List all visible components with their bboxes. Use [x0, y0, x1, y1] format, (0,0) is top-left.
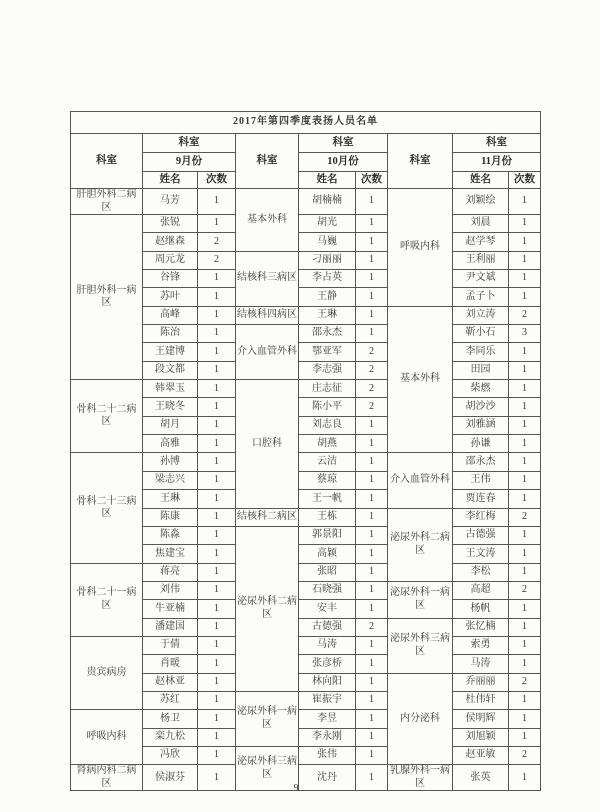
header-count-sep: 次数: [198, 172, 236, 189]
count-cell: 2: [509, 508, 541, 526]
name-cell: 张彦桥: [299, 655, 356, 673]
count-cell: 1: [198, 508, 236, 526]
name-cell: 古德强: [299, 618, 356, 636]
count-cell: 1: [198, 416, 236, 434]
name-cell: 刘立涛: [453, 306, 509, 324]
count-cell: 1: [356, 325, 388, 343]
count-cell: 1: [356, 215, 388, 233]
count-cell: 1: [509, 435, 541, 453]
name-cell: 高雅: [143, 435, 198, 453]
count-cell: 1: [356, 453, 388, 471]
count-cell: 1: [356, 189, 388, 215]
name-cell: 栾九松: [143, 728, 198, 746]
name-cell: 侯淑芬: [143, 765, 198, 791]
name-cell: 胡沙沙: [453, 398, 509, 416]
count-cell: 1: [356, 471, 388, 489]
name-cell: 蔡琼: [299, 471, 356, 489]
name-cell: 索勇: [453, 636, 509, 654]
header-month-sep: 9月份: [143, 153, 236, 172]
count-cell: 1: [509, 526, 541, 544]
dept-cell: 呼吸内科: [388, 189, 453, 307]
name-cell: 梁志兴: [143, 471, 198, 489]
count-cell: 1: [198, 435, 236, 453]
count-cell: 1: [198, 471, 236, 489]
name-cell: 陈治: [143, 325, 198, 343]
name-cell: 孙博: [143, 453, 198, 471]
count-cell: 1: [509, 636, 541, 654]
name-cell: 郭景阳: [299, 526, 356, 544]
name-cell: 赵学琴: [453, 233, 509, 251]
count-cell: 1: [509, 765, 541, 791]
count-cell: 1: [509, 233, 541, 251]
dept-cell: 结核科三病区: [236, 251, 299, 306]
count-cell: 1: [356, 251, 388, 269]
name-cell: 高超: [453, 581, 509, 599]
name-cell: 于倩: [143, 636, 198, 654]
count-cell: 2: [356, 361, 388, 379]
count-cell: 1: [356, 435, 388, 453]
header-dept-sep: 科室: [71, 134, 143, 189]
name-cell: 刘雅涵: [453, 416, 509, 434]
name-cell: 胡光: [299, 215, 356, 233]
count-cell: 1: [356, 563, 388, 581]
dept-cell: 肝胆外科二病区: [71, 189, 143, 215]
count-cell: 1: [198, 380, 236, 398]
dept-cell: 泌尿外科三病区: [236, 746, 299, 790]
count-cell: 1: [198, 343, 236, 361]
count-cell: 1: [198, 618, 236, 636]
dept-cell: 内分泌科: [388, 673, 453, 765]
count-cell: 1: [198, 765, 236, 791]
count-cell: 1: [356, 526, 388, 544]
name-cell: 段文都: [143, 361, 198, 379]
count-cell: 1: [356, 746, 388, 764]
table-title: 2017年第四季度表扬人员名单: [71, 112, 541, 134]
count-cell: 1: [356, 600, 388, 618]
name-cell: 肖暖: [143, 655, 198, 673]
count-cell: 1: [509, 270, 541, 288]
name-cell: 蒋亮: [143, 563, 198, 581]
count-cell: 1: [198, 728, 236, 746]
name-cell: 胡燕: [299, 435, 356, 453]
count-cell: 1: [198, 673, 236, 691]
dept-cell: 介入血管外科: [236, 325, 299, 380]
name-cell: 李永刚: [299, 728, 356, 746]
table-row: [71, 453, 541, 471]
count-cell: 1: [198, 545, 236, 563]
header-month-oct: 10月份: [299, 153, 388, 172]
name-cell: 马涛: [299, 636, 356, 654]
table-row: [71, 563, 541, 581]
dept-cell: 泌尿外科一病区: [388, 581, 453, 618]
dept-cell: 肾病内科二病区: [71, 765, 143, 791]
count-cell: 2: [356, 618, 388, 636]
dept-cell: 乳腺外科一病区: [388, 765, 453, 791]
name-cell: 尹文斌: [453, 270, 509, 288]
count-cell: 1: [356, 636, 388, 654]
page-number: 9: [293, 783, 299, 794]
dept-cell: 泌尿外科二病区: [236, 526, 299, 691]
dept-cell: 结核科二病区: [236, 508, 299, 526]
count-cell: 1: [356, 233, 388, 251]
name-cell: 杜伟轩: [453, 691, 509, 709]
count-cell: 1: [509, 471, 541, 489]
count-cell: 1: [509, 655, 541, 673]
count-cell: 2: [356, 343, 388, 361]
name-cell: 刘旭颖: [453, 728, 509, 746]
name-cell: 苏红: [143, 691, 198, 709]
count-cell: 1: [509, 618, 541, 636]
count-cell: 1: [198, 306, 236, 324]
name-cell: 庄志征: [299, 380, 356, 398]
name-cell: 陈康: [143, 508, 198, 526]
count-cell: 1: [198, 600, 236, 618]
header-count-oct: 次数: [356, 172, 388, 189]
name-cell: 靳小石: [453, 325, 509, 343]
name-cell: 苏叶: [143, 288, 198, 306]
name-cell: 乔丽丽: [453, 673, 509, 691]
name-cell: 赵林亚: [143, 673, 198, 691]
count-cell: 1: [198, 526, 236, 544]
count-cell: 1: [509, 600, 541, 618]
name-cell: 侯明辉: [453, 710, 509, 728]
name-cell: 刁丽丽: [299, 251, 356, 269]
name-cell: 邵永杰: [299, 325, 356, 343]
count-cell: 2: [509, 581, 541, 599]
header-name-sep: 姓名: [143, 172, 198, 189]
count-cell: 1: [509, 710, 541, 728]
name-cell: 高峰: [143, 306, 198, 324]
count-cell: 1: [198, 270, 236, 288]
name-cell: 马涛: [453, 655, 509, 673]
count-cell: 2: [356, 380, 388, 398]
count-cell: 1: [198, 746, 236, 764]
name-cell: 高颖: [299, 545, 356, 563]
dept-cell: 基本外科: [388, 306, 453, 453]
name-cell: 王栋: [299, 508, 356, 526]
count-cell: 1: [198, 325, 236, 343]
name-cell: 王琳: [299, 306, 356, 324]
count-cell: 1: [509, 189, 541, 215]
name-cell: 韩翠玉: [143, 380, 198, 398]
count-cell: 1: [198, 215, 236, 233]
count-cell: 1: [509, 728, 541, 746]
title-row: [71, 112, 541, 134]
name-cell: 王静: [299, 288, 356, 306]
dept-cell: 泌尿外科一病区: [236, 691, 299, 746]
table-row: [71, 710, 541, 728]
count-cell: 1: [356, 728, 388, 746]
count-cell: 1: [509, 215, 541, 233]
count-cell: 1: [356, 655, 388, 673]
count-cell: 1: [356, 581, 388, 599]
count-cell: 2: [198, 251, 236, 269]
dept-cell: 骨科二十一病区: [71, 563, 143, 636]
dept-cell: 泌尿外科三病区: [388, 618, 453, 673]
header-group-nov: 科室: [453, 134, 541, 153]
count-cell: 1: [356, 545, 388, 563]
count-cell: 3: [509, 325, 541, 343]
count-cell: 1: [509, 563, 541, 581]
name-cell: 李红梅: [453, 508, 509, 526]
name-cell: 刘伟: [143, 581, 198, 599]
name-cell: 赵亚敏: [453, 746, 509, 764]
count-cell: 1: [198, 655, 236, 673]
dept-cell: 肝胆外科一病区: [71, 215, 143, 380]
name-cell: 古德强: [453, 526, 509, 544]
name-cell: 谷锋: [143, 270, 198, 288]
count-cell: 1: [198, 563, 236, 581]
count-cell: 1: [198, 453, 236, 471]
count-cell: 2: [509, 306, 541, 324]
table-row: [71, 189, 541, 215]
count-cell: 1: [509, 288, 541, 306]
name-cell: 林向阳: [299, 673, 356, 691]
header-dept-oct: 科室: [236, 134, 299, 189]
count-cell: 2: [509, 673, 541, 691]
name-cell: 杨帆: [453, 600, 509, 618]
count-cell: 1: [356, 288, 388, 306]
table-row: [71, 380, 541, 398]
count-cell: 1: [356, 710, 388, 728]
header-dept-nov: 科室: [388, 134, 453, 189]
count-cell: 1: [356, 490, 388, 508]
name-cell: 李志强: [299, 361, 356, 379]
name-cell: 刘晨: [453, 215, 509, 233]
count-cell: 1: [509, 691, 541, 709]
name-cell: 邵永杰: [453, 453, 509, 471]
count-cell: 1: [356, 416, 388, 434]
name-cell: 李同乐: [453, 343, 509, 361]
name-cell: 胡楠楠: [299, 189, 356, 215]
count-cell: 1: [356, 508, 388, 526]
dept-cell: 介入血管外科: [388, 453, 453, 508]
dept-cell: 口腔科: [236, 380, 299, 508]
name-cell: 张昭: [299, 563, 356, 581]
header-name-oct: 姓名: [299, 172, 356, 189]
count-cell: 2: [356, 398, 388, 416]
header-count-nov: 次数: [509, 172, 541, 189]
name-cell: 柴燃: [453, 380, 509, 398]
name-cell: 杨卫: [143, 710, 198, 728]
count-cell: 1: [509, 416, 541, 434]
name-cell: 胡月: [143, 416, 198, 434]
name-cell: 王琳: [143, 490, 198, 508]
dept-cell: 骨科二十二病区: [71, 380, 143, 453]
count-cell: 1: [509, 343, 541, 361]
name-cell: 赵继森: [143, 233, 198, 251]
name-cell: 李昱: [299, 710, 356, 728]
name-cell: 田园: [453, 361, 509, 379]
count-cell: 1: [356, 691, 388, 709]
count-cell: 1: [509, 380, 541, 398]
count-cell: 1: [509, 453, 541, 471]
commendation-table: [70, 111, 541, 791]
count-cell: 1: [198, 691, 236, 709]
name-cell: 王伟: [453, 471, 509, 489]
name-cell: 贾连春: [453, 490, 509, 508]
name-cell: 王文涛: [453, 545, 509, 563]
name-cell: 潘建国: [143, 618, 198, 636]
dept-cell: 贵宾病房: [71, 636, 143, 709]
name-cell: 冯欣: [143, 746, 198, 764]
count-cell: 1: [509, 251, 541, 269]
name-cell: 张忆楠: [453, 618, 509, 636]
header-name-nov: 姓名: [453, 172, 509, 189]
name-cell: 王建博: [143, 343, 198, 361]
name-cell: 安丰: [299, 600, 356, 618]
table-row: [71, 215, 541, 233]
name-cell: 云洁: [299, 453, 356, 471]
name-cell: 马芳: [143, 189, 198, 215]
count-cell: 1: [198, 636, 236, 654]
name-cell: 崔振宇: [299, 691, 356, 709]
table-body: [71, 189, 541, 791]
name-cell: 张锐: [143, 215, 198, 233]
header-month-nov: 11月份: [453, 153, 541, 172]
count-cell: 1: [356, 270, 388, 288]
count-cell: 1: [509, 398, 541, 416]
count-cell: 1: [198, 710, 236, 728]
count-cell: 2: [198, 233, 236, 251]
name-cell: 陈小平: [299, 398, 356, 416]
dept-cell: 结核科四病区: [236, 306, 299, 324]
name-cell: 王晓冬: [143, 398, 198, 416]
name-cell: 刘志良: [299, 416, 356, 434]
dept-cell: 泌尿外科二病区: [388, 508, 453, 581]
name-cell: 张英: [453, 765, 509, 791]
count-cell: 1: [509, 361, 541, 379]
table-row: [71, 636, 541, 654]
count-cell: 1: [356, 673, 388, 691]
count-cell: 1: [356, 765, 388, 791]
name-cell: 孟子卜: [453, 288, 509, 306]
count-cell: 2: [509, 746, 541, 764]
name-cell: 石晓强: [299, 581, 356, 599]
name-cell: 周元龙: [143, 251, 198, 269]
name-cell: 马巍: [299, 233, 356, 251]
count-cell: 1: [198, 398, 236, 416]
count-cell: 1: [509, 545, 541, 563]
name-cell: 鄂亚军: [299, 343, 356, 361]
dept-cell: 骨科二十三病区: [71, 453, 143, 563]
name-cell: 李松: [453, 563, 509, 581]
name-cell: 沈丹: [299, 765, 356, 791]
header-group-sep: 科室: [143, 134, 236, 153]
name-cell: 张伟: [299, 746, 356, 764]
name-cell: 王利丽: [453, 251, 509, 269]
header-row-1: [71, 134, 541, 153]
count-cell: 1: [198, 288, 236, 306]
name-cell: 王一帆: [299, 490, 356, 508]
name-cell: 陈淼: [143, 526, 198, 544]
count-cell: 1: [198, 581, 236, 599]
count-cell: 1: [198, 361, 236, 379]
name-cell: 焦建宝: [143, 545, 198, 563]
count-cell: 1: [509, 490, 541, 508]
name-cell: 李占英: [299, 270, 356, 288]
dept-cell: 呼吸内科: [71, 710, 143, 765]
count-cell: 1: [198, 490, 236, 508]
name-cell: 刘颖绘: [453, 189, 509, 215]
count-cell: 1: [356, 306, 388, 324]
count-cell: 1: [198, 189, 236, 215]
name-cell: 孙谦: [453, 435, 509, 453]
name-cell: 牛亚楠: [143, 600, 198, 618]
header-group-oct: 科室: [299, 134, 388, 153]
dept-cell: 基本外科: [236, 189, 299, 252]
